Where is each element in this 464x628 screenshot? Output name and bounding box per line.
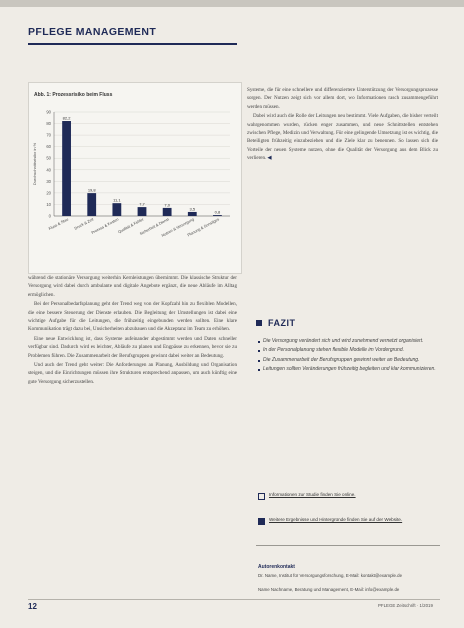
bar [112,203,121,216]
x-tick-label: Nutzen & Versorgung [161,217,195,238]
fazit-heading [256,318,296,328]
info-note[interactable] [258,517,438,525]
top-bar [0,0,464,7]
left-column [28,274,237,387]
journal-name: PFLEGE Zeitschrift · 1/2019 [378,603,433,608]
y-tick-label: 90 [46,109,51,115]
y-tick-label: 50 [46,155,51,161]
x-tick-label: Sicherheit & Dienst [139,217,170,237]
info-note-text[interactable]: Weitere Ergebnisse und Hintergründe finden Sie auf der Website. [269,517,403,522]
bar-chart [28,98,240,270]
header-rule [28,43,237,45]
page-number: 12 [28,602,37,611]
right-paragraph-2: Dabei wird auch die Rolle der Leitungen neu bestimmt. Viele Aufgaben, die bisher verteilt wahrgenommen wurden, rücken enger zusammen, und neue Schnittstellen entstehen zwischen Pflege, Medizin und Verwaltung. Für eine gelingende Umsetzung ist es wichtig, die Beteiligten frühzeitig einzubeziehen und die Ziele klar zu benennen. So lassen sich die Vorteile der neuen Systeme nutzen, ohne die Qualität der Versorgung aus dem Blick zu verlieren. ◀ [247,113,438,162]
info-note[interactable] [258,492,438,500]
fazit-list [258,338,438,376]
fazit-item: In der Personalplanung stehen flexible Modelle im Vordergrund. [258,347,438,354]
bar [62,121,71,216]
bar [138,207,147,216]
bar [87,193,96,216]
data-label: 82,2 [62,115,71,121]
data-label: 19,8 [87,187,96,193]
author-entry: Dr. Name, Institut für Versorgungsforschung, E-Mail: kontakt@example.de [258,573,403,578]
data-label: 11,1 [113,197,121,203]
bar [213,215,222,216]
authors-title: Autorenkontakt [258,564,295,570]
square-icon [256,320,262,326]
author-entry: Name Nachname, Beratung und Management, E-Mail: info@example.de [258,587,400,592]
y-tick-label: 60 [46,144,51,150]
x-tick-label: Qualität & Fehler [117,217,145,235]
data-label: 3,5 [189,206,196,212]
data-label: 7,0 [164,202,170,208]
y-tick-label: 80 [46,121,51,127]
divider [256,545,440,546]
bar [188,212,197,216]
bar [163,208,172,216]
footer-rule [28,599,440,600]
data-label: 7,7 [139,201,145,207]
x-tick-label: Fluss & Stau [48,217,70,231]
y-tick-label: 10 [46,201,51,207]
chart-title: Abb. 1: Prozessrisiko beim Fluss [34,92,113,98]
section-header: PFLEGE MANAGEMENT [28,26,157,38]
y-tick-label: 0 [48,213,51,219]
left-paragraph: Bei der Personalbedarfsplanung geht der Trend weg von der Kopfzahl hin zu flexiblen Modellen, die eine bessere Steuerung der Dienste erlauben. Die Begleitung der Umstellungen ist dabei eine wichtige Aufgabe für die Leitungen, die frühzeitig eingebunden werden sollten. Eine klare Kommunikation trägt dazu bei, Unsicherheiten abzubauen und die Akzeptanz im Team zu erhöhen. [28,301,237,333]
fazit-item: Leitungen sollten Veränderungen frühzeitig begleiten und klar kommunizieren. [258,366,438,373]
checkbox-icon [258,518,265,525]
x-tick-label: Prozess & Kosten [90,217,120,236]
left-paragraph: Und auch der Trend geht weiter: Die Anforderungen an Planung, Ausbildung und Organisation steigen, und die Einrichtungen müssen ihre Strukturen entsprechend anpassen, um auch künftig eine gute Versorgung sicherzustellen. [28,362,237,385]
y-tick-label: 70 [46,132,51,138]
data-label: 0,8 [214,209,221,215]
fazit-title: FAZIT [268,318,296,328]
y-axis-label: Durchschnittsrisiko in % [32,142,37,186]
fazit-item: Die Versorgung verändert sich und wird zunehmend vernetzt organisiert. [258,338,438,345]
fazit-item: Die Zusammenarbeit der Berufsgruppen gewinnt weiter an Bedeutung. [258,357,438,364]
end-mark-icon: ◀ [267,155,272,162]
right-paragraph-1: Systeme, die für eine schnellere und differenziertere Unterstützung der Versorgungsprozesse sorgen. Der Nutzen zeigt sich vor allem dort, wo Informationen rasch zusammengeführt werden müssen. [247,87,438,110]
y-tick-label: 40 [46,167,51,173]
x-tick-label: Druck & Zeit [73,217,95,231]
y-tick-label: 30 [46,178,51,184]
y-tick-label: 20 [46,190,51,196]
left-paragraph: Eine neue Entwicklung ist, dass Systeme aufeinander abgestimmt werden und Daten schneller verfügbar sind. Dadurch wird es leichter, Abläufe zu planen und Engpässe zu erkennen, bevor sie zu Problemen führen. Die Zusammenarbeit der Berufsgruppen gewinnt dabei weiter an Bedeutung. [28,335,237,359]
checkbox-icon [258,493,265,500]
info-note-text[interactable]: Informationen zur Studie finden Sie online. [269,492,356,497]
left-paragraph: während die stationäre Versorgung weiterhin Kernleistungen übernimmt. Die klassische Struktur der Versorgung wird dabei durch ambulante und digitale Angebote ergänzt, die neue Abläufe im Alltag ermöglichen. [28,275,237,298]
x-tick-label: Planung & Sonstiges [186,217,220,238]
right-column [247,86,438,164]
